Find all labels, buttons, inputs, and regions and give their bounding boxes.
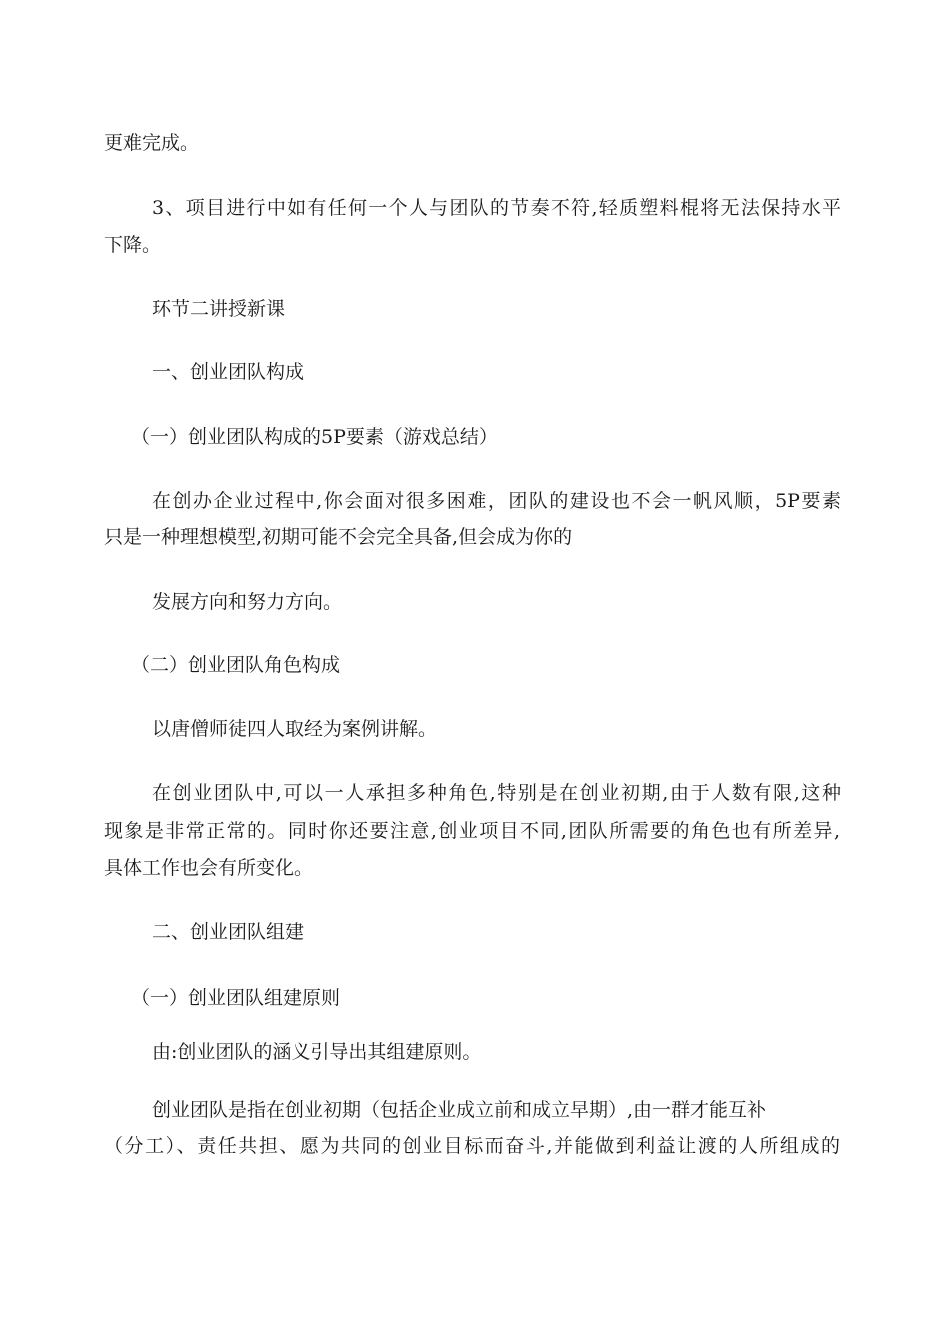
paragraph-line: 现象是非常正常的。同时你还要注意,创业项目不同,团队所需要的角色也有所差异, [104,820,840,842]
paragraph-line: 更难完成。 [104,132,200,154]
section-heading: 环节二讲授新课 [152,298,286,320]
section-heading: 二、创业团队组建 [152,921,305,943]
subsection-heading: （一）创业团队组建原则 [131,987,341,1009]
paragraph-line: 在创业团队中,可以一人承担多种角色,特别是在创业初期,由于人数有限,这种 [152,782,841,804]
paragraph-line: 由:创业团队的涵义引导出其组建原则。 [152,1041,482,1063]
paragraph-line: 在创办企业过程中,你会面对很多困难，团队的建设也不会一帆风顺，5P要素 [152,490,841,512]
paragraph-line: 以唐僧师徒四人取经为案例讲解。 [152,718,438,740]
subsection-heading: （二）创业团队角色构成 [131,654,341,676]
paragraph-line: 创业团队是指在创业初期（包括企业成立前和成立早期）,由一群才能互补 [152,1099,767,1121]
paragraph-line: 发展方向和努力方向。 [152,591,343,613]
section-heading: 一、创业团队构成 [152,361,305,383]
subsection-heading: （一）创业团队构成的5P要素（游戏总结） [131,426,498,448]
paragraph-line: 只是一种理想模型,初期可能不会完全具备,但会成为你的 [104,526,573,548]
paragraph-line: 下降。 [104,234,162,256]
paragraph-line: 3、项目进行中如有任何一个人与团队的节奏不符,轻质塑料棍将无法保持水平 [152,197,841,219]
paragraph-line: 具体工作也会有所变化。 [104,857,314,879]
paragraph-line: （分工）、责任共担、愿为共同的创业目标而奋斗,并能做到利益让渡的人所组成的 [104,1135,840,1157]
